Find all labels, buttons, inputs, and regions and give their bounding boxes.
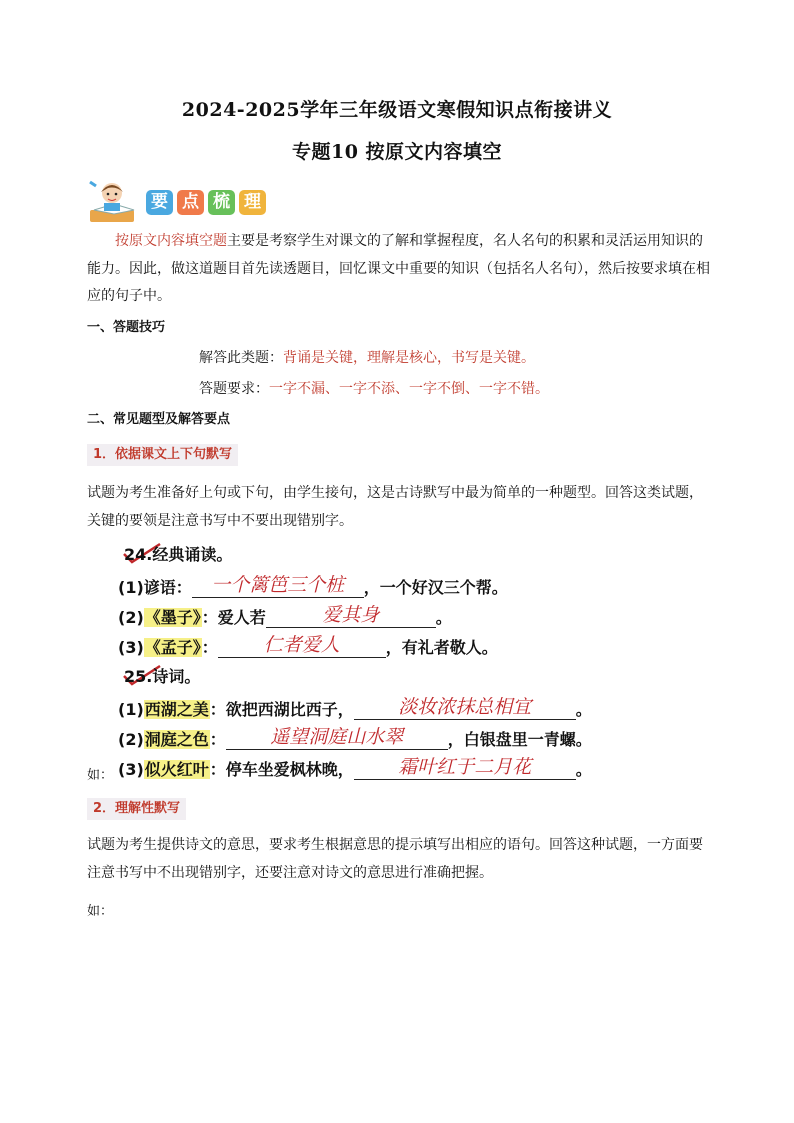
row-suffix: ，一个好汉三个帮。 bbox=[363, 578, 508, 597]
badge-chip: 理 bbox=[239, 190, 266, 215]
student-reading-icon bbox=[86, 180, 142, 224]
question-24: 24.经典诵读。 bbox=[124, 545, 233, 564]
comprehension-paragraph: 试题为考生提供诗文的意思，要求考生根据意思的提示填写出相应的语句。回答这种试题，一方面要注意书写中不出现错别字，还要注意对诗文的意思进行准确把握。 bbox=[87, 837, 703, 881]
handwritten-answer: 霜叶红于二月花 bbox=[354, 752, 576, 780]
exam-row bbox=[118, 754, 592, 782]
row-prefix: (3) bbox=[118, 638, 144, 657]
intro-text: 主要是考察学生对课文的了解和掌握程度，名人名句的积累和灵活运用知识的能力。因此，做这道题目首先读透题目，回忆课文中重要的知识（包括名人名句），然后按要求填在相应的句子中。 bbox=[87, 233, 710, 304]
row-middle: ：停车坐爱枫林晚， bbox=[209, 760, 354, 779]
exam-row bbox=[118, 694, 592, 722]
badge-chip: 梳 bbox=[208, 190, 235, 215]
row-prefix: (1) bbox=[118, 700, 144, 719]
highlighted-source: 西湖之美 bbox=[144, 700, 209, 719]
row-suffix: 。 bbox=[435, 608, 452, 627]
section-heading-types: 二、常见题型及解答要点 bbox=[87, 412, 231, 427]
row-suffix: 。 bbox=[575, 760, 592, 779]
exam-row bbox=[118, 724, 592, 752]
row-suffix: ，有礼者敬人。 bbox=[385, 638, 498, 657]
row-suffix: 。 bbox=[575, 700, 592, 719]
subheading-comprehension: 2．理解性默写 bbox=[87, 798, 186, 820]
intro-paragraph bbox=[87, 228, 711, 311]
example-label: 如： bbox=[87, 904, 114, 919]
topic-title: 专题10 按原文内容填空 bbox=[291, 141, 503, 163]
badge-chips bbox=[146, 190, 266, 215]
main-title: 2024-2025学年三年级语文寒假知识点衔接讲义 bbox=[181, 99, 613, 121]
handwritten-answer: 爱其身 bbox=[266, 600, 436, 628]
exam-row bbox=[118, 632, 498, 660]
example-exam-photo bbox=[118, 540, 678, 780]
row-prefix: (2) bbox=[118, 608, 144, 627]
badge-chip: 点 bbox=[177, 190, 204, 215]
highlighted-source: 似火红叶 bbox=[144, 760, 209, 779]
question-25: 25.诗词。 bbox=[124, 667, 201, 686]
exam-row bbox=[118, 602, 452, 630]
section-heading-tips: 一、答题技巧 bbox=[87, 320, 166, 335]
handwritten-answer: 遥望洞庭山水翠 bbox=[226, 722, 448, 750]
example-label: 如： bbox=[87, 768, 114, 783]
handwritten-answer: 一个篱笆三个桩 bbox=[192, 570, 364, 598]
highlighted-source: 洞庭之色 bbox=[144, 730, 209, 749]
row-middle: ：爱人若 bbox=[201, 608, 266, 627]
tip-label: 答题要求： bbox=[199, 381, 269, 397]
intro-highlight: 按原文内容填空题 bbox=[115, 233, 227, 249]
row-middle: ：欲把西湖比西子， bbox=[209, 700, 354, 719]
row-prefix: (3) bbox=[118, 760, 144, 779]
recitation-paragraph: 试题为考生准备好上句或下句，由学生接句，这是古诗默写中最为简单的一种题型。回答这类试题，关键的要领是注意书写中不要出现错别字。 bbox=[87, 485, 703, 529]
tip-label: 解答此类题： bbox=[199, 350, 283, 366]
tip-line-1 bbox=[199, 347, 535, 367]
highlighted-source: 《孟子》 bbox=[144, 638, 201, 657]
row-prefix: (2) bbox=[118, 730, 144, 749]
highlighted-source: 《墨子》 bbox=[144, 608, 201, 627]
tip-value: 背诵是关键，理解是核心，书写是关键。 bbox=[283, 350, 535, 366]
handwritten-answer: 淡妆浓抹总相宜 bbox=[354, 692, 576, 720]
row-middle: ： bbox=[201, 638, 218, 657]
tip-value: 一字不漏、一字不添、一字不倒、一字不错。 bbox=[269, 381, 549, 397]
handwritten-answer: 仁者爱人 bbox=[218, 630, 386, 658]
badge-chip: 要 bbox=[146, 190, 173, 215]
key-points-badge bbox=[86, 180, 286, 224]
row-prefix: (1)谚语： bbox=[118, 578, 192, 597]
tip-line-2 bbox=[199, 378, 549, 398]
exam-row bbox=[118, 572, 508, 600]
subheading-recitation: 1．依据课文上下句默写 bbox=[87, 444, 238, 466]
row-suffix: ，白银盘里一青螺。 bbox=[447, 730, 592, 749]
row-middle: ： bbox=[209, 730, 226, 749]
